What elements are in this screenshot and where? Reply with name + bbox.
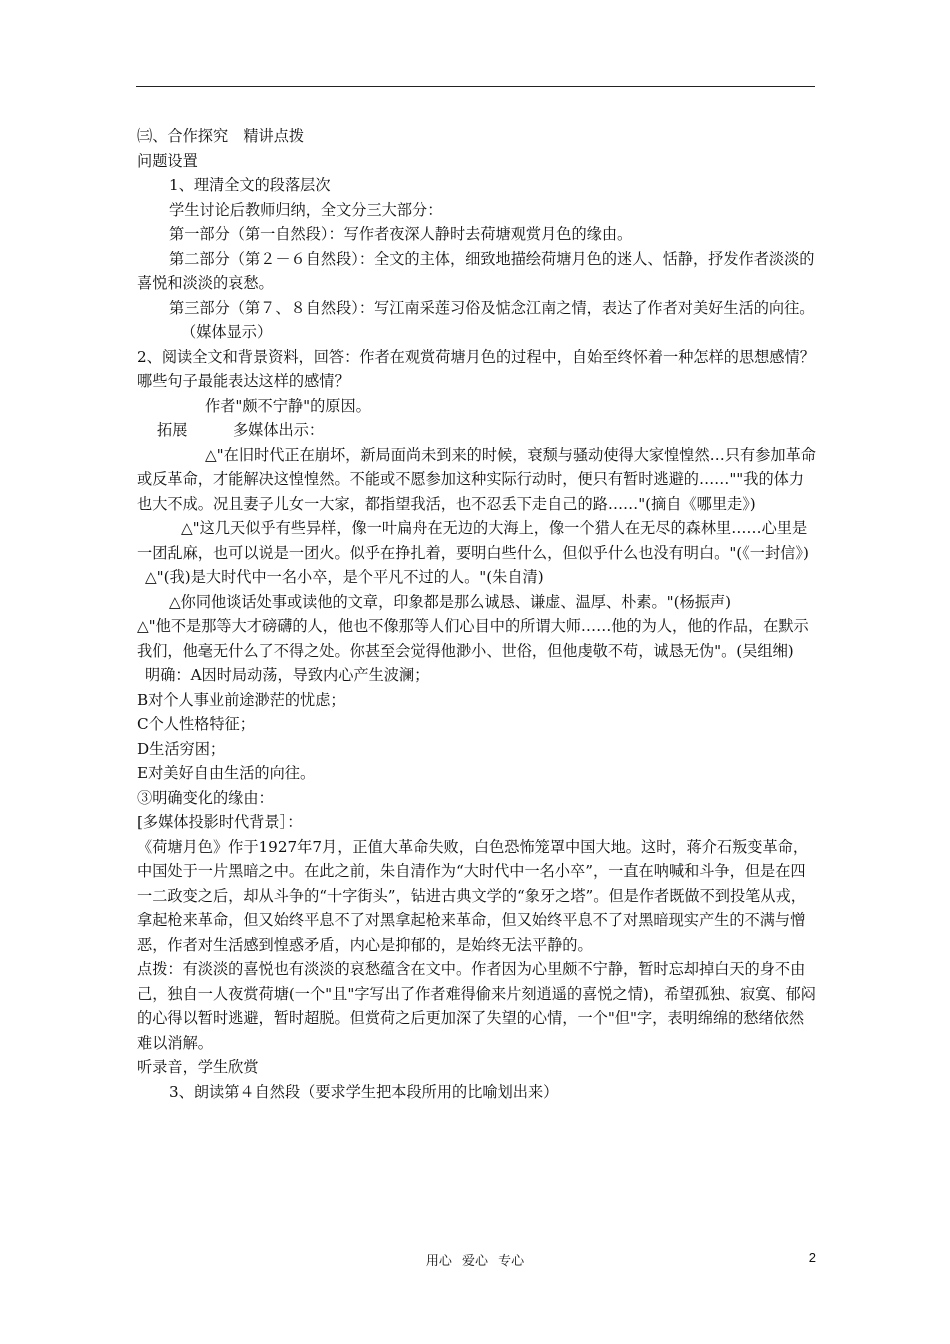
paragraph: 问题设置 bbox=[137, 151, 198, 170]
paragraph: 拓展 多媒体出示： bbox=[157, 421, 325, 439]
paragraph: 第三部分（第７、８自然段）：写江南采莲习俗及惦念江南之情，表达了作者对美好生活的向往。 bbox=[169, 298, 815, 317]
paragraph: 听录音，学生欣赏 bbox=[137, 1058, 259, 1076]
footer-motto: 用心 爱心 专心 bbox=[425, 1254, 525, 1269]
paragraph: 作者"颇不宁静"的原因。 bbox=[205, 396, 371, 415]
paragraph: D生活穷困； bbox=[137, 739, 226, 758]
document-body bbox=[137, 124, 817, 1104]
paragraph: △"在旧时代正在崩坏，新局面尚未到来的时候，衰颓与骚动使得大家惶惶然…只有参加革命或反革命，才能解决这惶惶然。不能或不愿参加这种实际行动时，便只有暂时逃避的……""我的体力也大不成。况且妻子儿女一大家，都指望我活，也不忍丢下走自己的路……"(摘自《哪里走》) bbox=[137, 445, 816, 513]
paragraph: （媒体显示） bbox=[181, 323, 273, 341]
paragraph: △"(我)是大时代中一名小卒，是个平凡不过的人。"(朱自清) bbox=[145, 568, 544, 586]
paragraph: 3、朗读第４自然段（要求学生把本段所用的比喻划出来） bbox=[169, 1082, 559, 1101]
paragraph: B对个人事业前途渺茫的忧虑； bbox=[137, 690, 346, 709]
paragraph: 点拨：有淡淡的喜悦也有淡淡的哀愁蕴含在文中。作者因为心里颇不宁静，暂时忘却掉白天的身不由己，独自一人夜赏荷塘(一个"且"字写出了作者难得偷来片刻逍遥的喜悦之情)，希望孤独、寂寞、郁闷的心得以暂时逃避，暂时超脱。但赏荷之后更加深了失望的心情，一个"但"字，表明绵绵的愁绪依然难以消解。 bbox=[137, 960, 816, 1052]
paragraph: △"这几天似乎有些异样，像一叶扁舟在无边的大海上，像一个猎人在无尽的森林里……心里是一团乱麻，也可以说是一团火。似乎在挣扎着，要明白些什么，但似乎什么也没有明白。"(《一封信》) bbox=[137, 519, 809, 562]
paragraph: 《荷塘月色》作于1927年7月，正值大革命失败，白色恐怖笼罩中国大地。这时，蒋介石叛变革命，中国处于一片黑暗之中。在此之前，朱自清作为“大时代中一名小卒”，一直在呐喊和斗争，但是在四一二政变之后，却从斗争的“十字街头”，钻进古典文学的“象牙之塔”。但是作者既做不到投笔从戎，拿起枪来革命，但又始终平息不了对黑拿起枪来革命，但又始终平息不了对黑暗现实产生的不满与憎恶，作者对生活感到惶惑矛盾，内心是抑郁的，是始终无法平静的。 bbox=[137, 837, 809, 954]
paragraph: C个人性格特征； bbox=[137, 715, 255, 733]
paragraph: △"他不是那等大才磅礴的人，他也不像那等人们心目中的所谓大师……他的为人，他的作品，在默示我们，他毫无什么了不得之处。你甚至会觉得他渺小、世俗，但他虔敬不苟，诚恳无伪"。(吴组缃) bbox=[137, 617, 809, 660]
header-rule bbox=[136, 86, 815, 87]
paragraph: ㈢、合作探究 精讲点拨 bbox=[137, 127, 305, 145]
paragraph: 第一部分（第一自然段）：写作者夜深人静时去荷塘观赏月色的缘由。 bbox=[169, 225, 633, 243]
paragraph: 学生讨论后教师归纳，全文分三大部分： bbox=[169, 200, 443, 219]
paragraph: 1、理清全文的段落层次 bbox=[169, 176, 331, 194]
paragraph: ③明确变化的缘由： bbox=[137, 788, 274, 807]
paragraph: 2、阅读全文和背景资料，回答：作者在观赏荷塘月色的过程中，自始至终怀着一种怎样的思想感情？哪些句子最能表达这样的感情？ bbox=[137, 347, 815, 390]
paragraph: △你同他谈话处事或读他的文章，印象都是那么诚恳、谦虚、温厚、朴素。"(杨振声) bbox=[169, 592, 732, 611]
paragraph: E对美好自由生活的向往。 bbox=[137, 764, 316, 782]
page-number: 2 bbox=[808, 1250, 816, 1265]
paragraph: [多媒体投影时代背景］： bbox=[137, 813, 303, 831]
paragraph: 第二部分（第２－６自然段）：全文的主体，细致地描绘荷塘月色的迷人、恬静，抒发作者淡淡的喜悦和淡淡的哀愁。 bbox=[137, 249, 815, 292]
paragraph: 明确：A因时局动荡，导致内心产生波澜； bbox=[145, 666, 430, 684]
